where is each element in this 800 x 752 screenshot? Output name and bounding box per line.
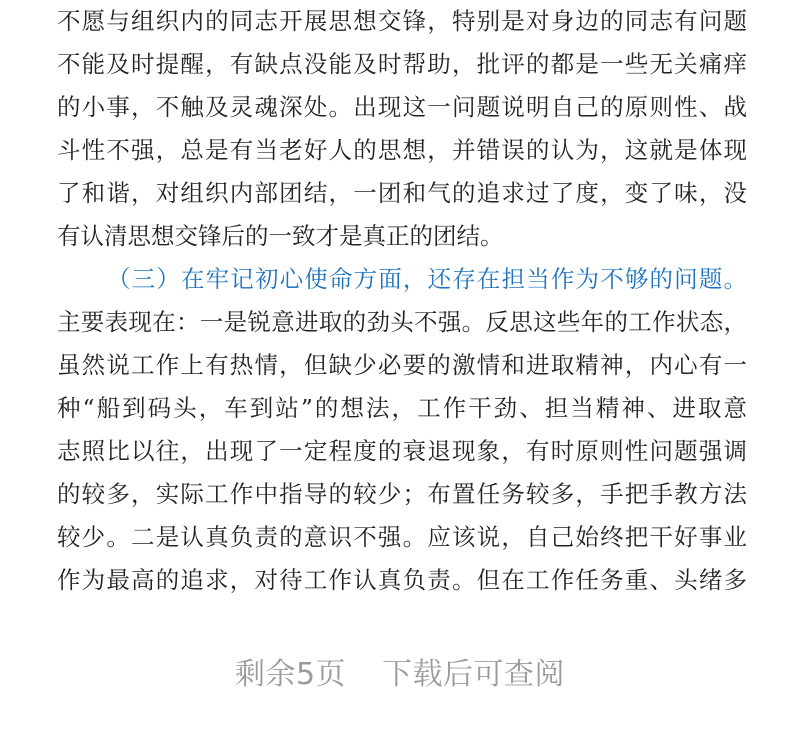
paragraph-line: 种“船到码头，车到站”的想法，工作干劲、担当精神、进取意 (57, 394, 747, 422)
section-heading: （三）在牢记初心使命方面，还存在担当作为不够的问题。 (107, 265, 747, 293)
paragraph-line: 虽然说工作上有热情，但缺少必要的激情和进取精神，内心有一 (57, 351, 747, 379)
paragraph-line: 不能及时提醒，有缺点没能及时帮助，批评的都是一些无关痛痒 (57, 50, 747, 78)
paragraph-line: 志照比以往，出现了一定程度的衰退现象，有时原则性问题强调 (57, 437, 747, 465)
paragraph-line: 不愿与组织内的同志开展思想交锋，特别是对身边的同志有问题 (57, 7, 747, 35)
paragraph-line: 的小事，不触及灵魂深处。出现这一问题说明自己的原则性、战 (57, 93, 747, 121)
paragraph-line: 有认清思想交锋后的一致才是真正的团结。 (57, 222, 504, 250)
paragraph-line: 了和谐，对组织内部团结，一团和气的追求过了度，变了味，没 (57, 179, 747, 207)
download-hint-label: 下载后可查阅 (382, 657, 566, 692)
download-prompt[interactable] (0, 650, 800, 700)
paragraph-line: 的较多，实际工作中指导的较少；布置任务较多，手把手教方法 (57, 480, 747, 508)
remaining-pages-label: 剩余5页 (234, 657, 347, 692)
paragraph-line: 较少。二是认真负责的意识不强。应该说，自己始终把干好事业 (57, 523, 747, 551)
paragraph-line: 斗性不强，总是有当老好人的思想，并错误的认为，这就是体现 (57, 136, 747, 164)
paragraph-line: 作为最高的追求，对待工作认真负责。但在工作任务重、头绪多 (57, 566, 747, 594)
paragraph-line: 主要表现在：一是锐意进取的劲头不强。反思这些年的工作状态， (57, 308, 747, 336)
